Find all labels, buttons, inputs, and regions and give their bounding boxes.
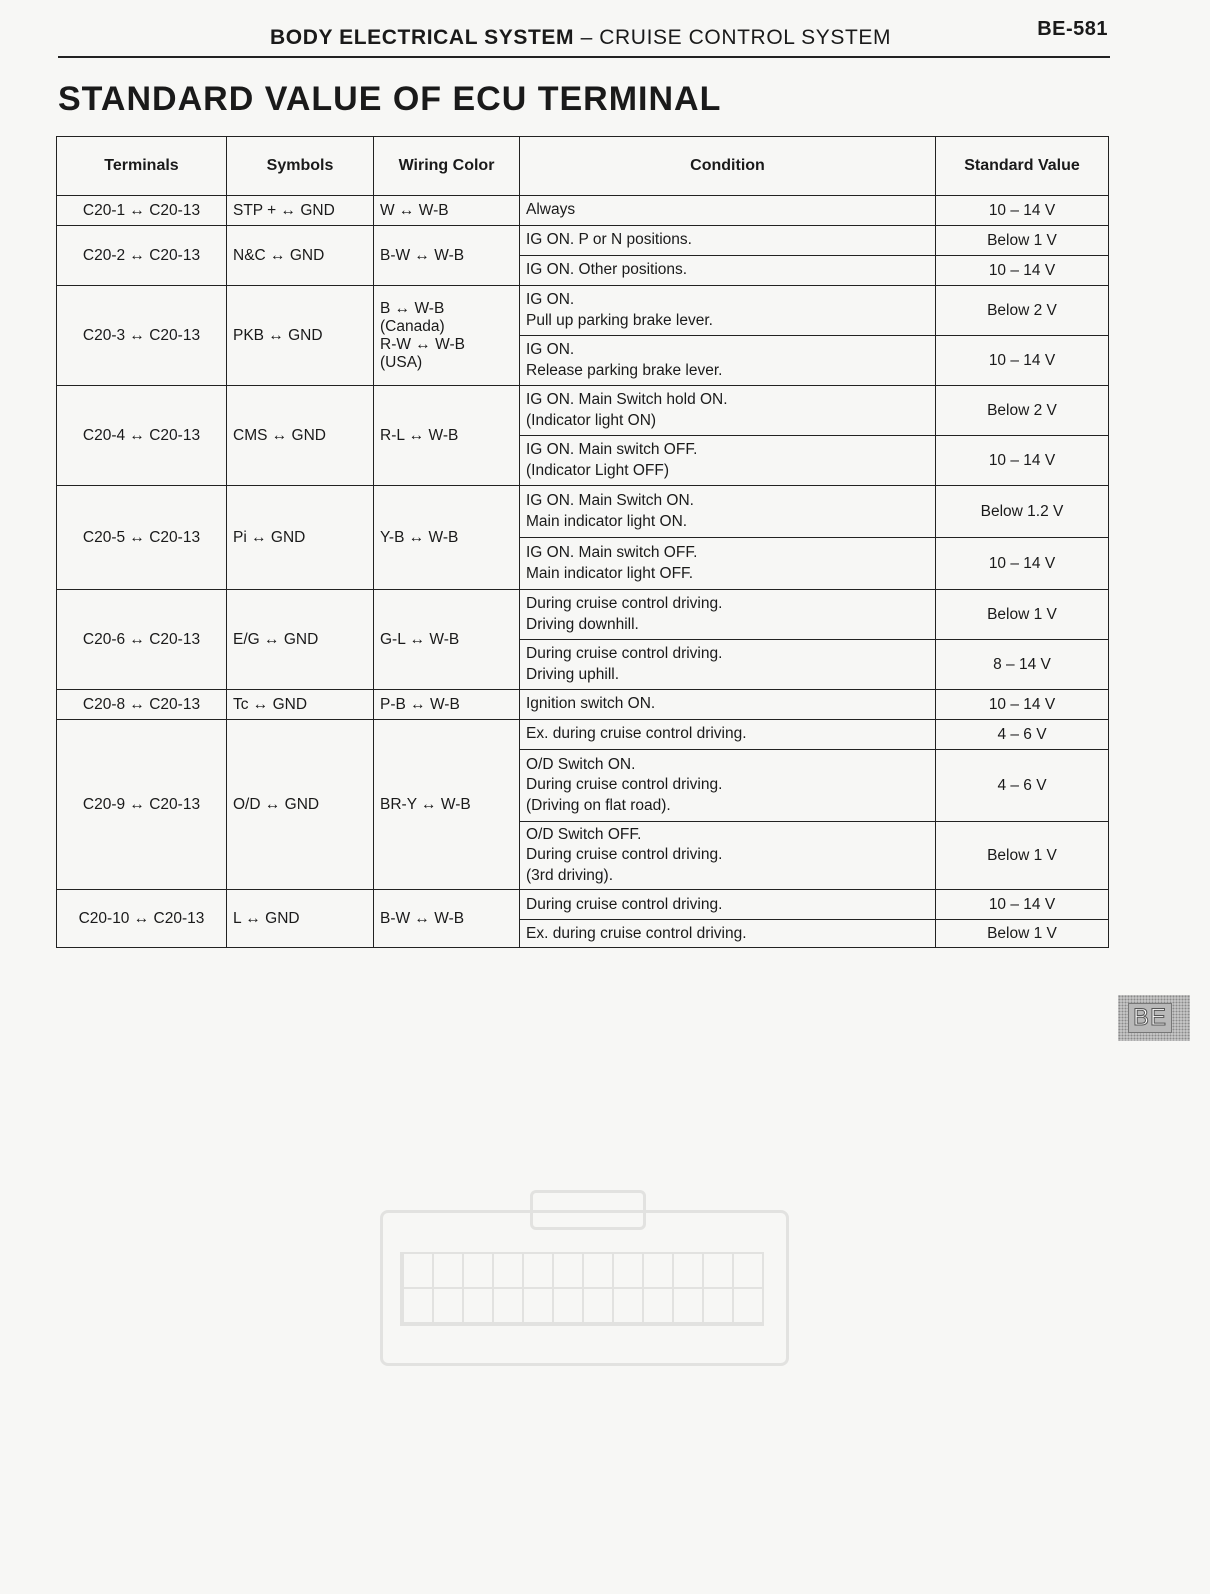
terminal-cell: C20-6 ↔ C20-13: [57, 590, 227, 690]
terminal-cell: C20-8 ↔ C20-13: [57, 690, 227, 720]
standard-value-cell: 10 – 14 V: [936, 196, 1109, 226]
standard-value-cell: 4 – 6 V: [936, 750, 1109, 822]
header-wiring-color: Wiring Color: [374, 137, 520, 196]
terminal-cell: C20-2 ↔ C20-13: [57, 226, 227, 286]
symbol-cell: Pi ↔ GND: [227, 486, 374, 590]
standard-value-cell: 10 – 14 V: [936, 538, 1109, 590]
condition-cell: During cruise control driving. Driving uphill.: [520, 640, 936, 690]
wiring-color-cell: B ↔ W-B (Canada) R-W ↔ W-B (USA): [374, 286, 520, 386]
header-standard-value: Standard Value: [936, 137, 1109, 196]
standard-value-cell: 8 – 14 V: [936, 640, 1109, 690]
table-row: [57, 286, 1109, 336]
bleed-through-connector-pins: [400, 1252, 764, 1326]
symbol-cell: Tc ↔ GND: [227, 690, 374, 720]
condition-cell: Ex. during cruise control driving.: [520, 920, 936, 948]
condition-cell: O/D Switch OFF. During cruise control driving. (3rd driving).: [520, 822, 936, 890]
condition-cell: O/D Switch ON. During cruise control driving. (Driving on flat road).: [520, 750, 936, 822]
standard-value-cell: 10 – 14 V: [936, 690, 1109, 720]
table-row: [57, 890, 1109, 920]
condition-cell: Always: [520, 196, 936, 226]
condition-cell: During cruise control driving. Driving downhill.: [520, 590, 936, 640]
condition-cell: Ignition switch ON.: [520, 690, 936, 720]
symbol-cell: PKB ↔ GND: [227, 286, 374, 386]
wiring-color-cell: W ↔ W-B: [374, 196, 520, 226]
wiring-color-cell: B-W ↔ W-B: [374, 226, 520, 286]
symbol-cell: E/G ↔ GND: [227, 590, 374, 690]
symbol-cell: L ↔ GND: [227, 890, 374, 948]
wiring-color-cell: G-L ↔ W-B: [374, 590, 520, 690]
bleed-through-connector-diagram: [380, 1190, 785, 1370]
table-row: [57, 590, 1109, 640]
table-row: [57, 486, 1109, 538]
table-header-row: [57, 137, 1109, 196]
terminal-cell: C20-10 ↔ C20-13: [57, 890, 227, 948]
wiring-color-cell: P-B ↔ W-B: [374, 690, 520, 720]
symbol-cell: CMS ↔ GND: [227, 386, 374, 486]
condition-cell: IG ON. Main switch OFF. Main indicator light OFF.: [520, 538, 936, 590]
header-terminals: Terminals: [57, 137, 227, 196]
header-symbols: Symbols: [227, 137, 374, 196]
section-tab: [1118, 995, 1190, 1041]
table-row: [57, 690, 1109, 720]
table-row: [57, 196, 1109, 226]
page-number: BE-581: [1037, 18, 1108, 40]
condition-cell: IG ON. Main switch OFF. (Indicator Light OFF): [520, 436, 936, 486]
standard-value-cell: Below 2 V: [936, 386, 1109, 436]
standard-value-cell: 10 – 14 V: [936, 256, 1109, 286]
page-header: [58, 18, 1110, 58]
header-condition: Condition: [520, 137, 936, 196]
standard-value-cell: 10 – 14 V: [936, 336, 1109, 386]
symbol-cell: STP + ↔ GND: [227, 196, 374, 226]
standard-value-cell: 4 – 6 V: [936, 720, 1109, 750]
table-row: [57, 386, 1109, 436]
standard-value-cell: Below 1 V: [936, 226, 1109, 256]
condition-cell: IG ON. P or N positions.: [520, 226, 936, 256]
terminal-cell: C20-4 ↔ C20-13: [57, 386, 227, 486]
wiring-color-cell: Y-B ↔ W-B: [374, 486, 520, 590]
standard-value-cell: Below 1 V: [936, 590, 1109, 640]
wiring-color-cell: B-W ↔ W-B: [374, 890, 520, 948]
condition-cell: IG ON. Pull up parking brake lever.: [520, 286, 936, 336]
standard-value-cell: 10 – 14 V: [936, 436, 1109, 486]
header-title-rest: – CRUISE CONTROL SYSTEM: [580, 26, 892, 49]
condition-cell: IG ON. Main Switch ON. Main indicator light ON.: [520, 486, 936, 538]
section-tab-label: BE: [1128, 1003, 1172, 1033]
terminal-cell: C20-5 ↔ C20-13: [57, 486, 227, 590]
table-row: [57, 720, 1109, 750]
standard-value-cell: 10 – 14 V: [936, 890, 1109, 920]
header-title: [270, 26, 891, 50]
condition-cell: IG ON. Release parking brake lever.: [520, 336, 936, 386]
wiring-color-cell: R-L ↔ W-B: [374, 386, 520, 486]
condition-cell: During cruise control driving.: [520, 890, 936, 920]
table-row: [57, 226, 1109, 256]
standard-value-cell: Below 1.2 V: [936, 486, 1109, 538]
standard-value-cell: Below 1 V: [936, 920, 1109, 948]
condition-cell: IG ON. Main Switch hold ON. (Indicator light ON): [520, 386, 936, 436]
ecu-terminal-table: [56, 136, 1109, 948]
standard-value-cell: Below 1 V: [936, 822, 1109, 890]
terminal-cell: C20-9 ↔ C20-13: [57, 720, 227, 890]
standard-value-cell: Below 2 V: [936, 286, 1109, 336]
terminal-cell: C20-3 ↔ C20-13: [57, 286, 227, 386]
terminal-cell: C20-1 ↔ C20-13: [57, 196, 227, 226]
wiring-color-cell: BR-Y ↔ W-B: [374, 720, 520, 890]
condition-cell: Ex. during cruise control driving.: [520, 720, 936, 750]
condition-cell: IG ON. Other positions.: [520, 256, 936, 286]
table-body: [57, 196, 1109, 948]
header-title-bold: BODY ELECTRICAL SYSTEM: [270, 26, 575, 49]
symbol-cell: O/D ↔ GND: [227, 720, 374, 890]
symbol-cell: N&C ↔ GND: [227, 226, 374, 286]
section-title: STANDARD VALUE OF ECU TERMINAL: [58, 80, 722, 118]
